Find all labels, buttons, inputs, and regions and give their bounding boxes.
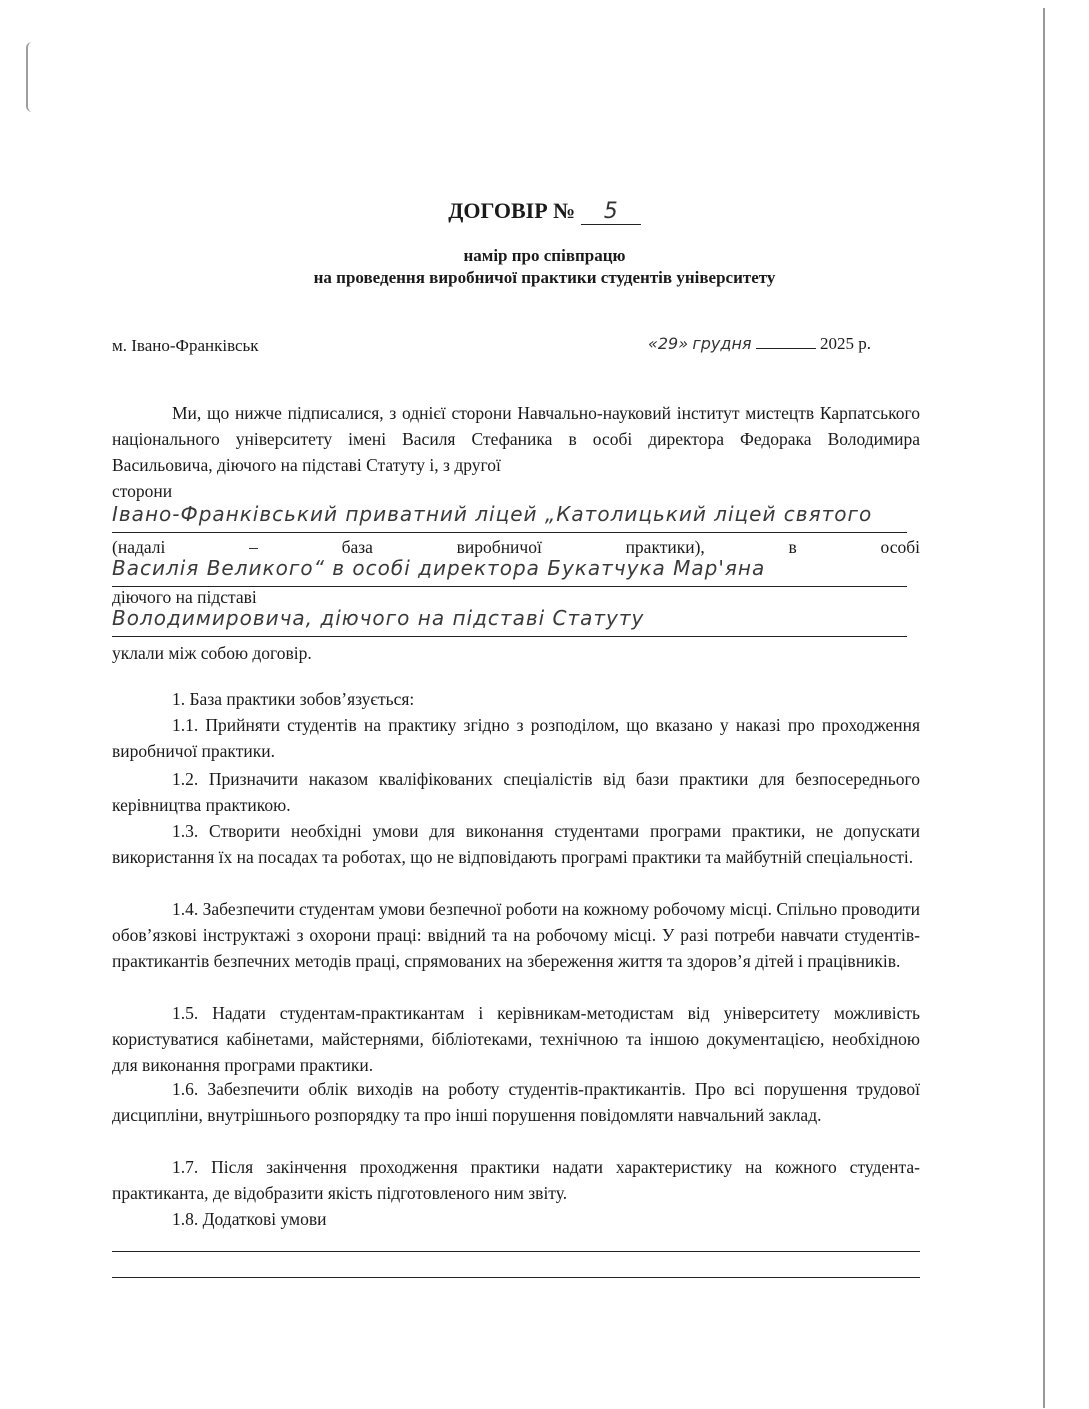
city: м. Івано-Франківськ [112, 336, 259, 355]
date-day: «29» [648, 334, 689, 353]
intro-side: сторони [112, 481, 173, 501]
item-1-1: 1.1. Прийняти студентів на практику згідно з розподілом, що вказано у наказі про проходження виробничої практики. [112, 715, 920, 761]
subtitle-1: намір про співпрацю [463, 246, 626, 265]
item-1-7: 1.7. Після закінчення проходження практики надати характеристику на кожного студента-практиканта, де відобразити якість підготовленого ним звіту. [112, 1157, 920, 1203]
acting-label: діючого на підставі [112, 587, 257, 607]
item-1-4: 1.4. Забезпечити студентам умови безпечної роботи на кожному робочому місці. Спільно проводити обов’язкові інструктажі з охорони праці: ввідний та на робочому місці. У разі потреби навчати студентів-практикантів безпечних методів праці, спрямованих на збереження життя та здоров’я дітей і працівників. [112, 899, 920, 971]
blank-line-2 [112, 1277, 920, 1278]
item-1-2: 1.2. Призначити наказом кваліфікованих спеціалістів від бази практики для безпосереднього керівництва практикою. [112, 769, 920, 815]
date-month: грудня [692, 334, 752, 353]
item-1-3: 1.3. Створити необхідні умови для виконання студентами програми практики, не допускати використання їх на посадах та роботах, що не відповідають програмі практики та майбутній спеціальності. [112, 821, 920, 867]
intro-paragraph: Ми, що нижче підписалися, з однієї сторони Навчально-науковий інститут мистецтв Карпатського національного університету імені Василя Стефаника в особі директора Федорака Володимира Васильовича, діючого на підставі Статуту і, з другої [112, 403, 920, 475]
handwritten-line-2: Василія Великого“ в особі директора Букатчука Мар'яна [112, 556, 907, 587]
section-heading: 1. База практики зобов’язується: [172, 689, 415, 709]
item-1-8: 1.8. Додаткові умови [172, 1209, 327, 1229]
document-title [0, 198, 1089, 225]
date [648, 334, 871, 354]
base-line: (надалі – база виробничої практики), в особі [112, 537, 920, 557]
blank-line-1 [112, 1251, 920, 1252]
date-line [756, 348, 816, 349]
handwritten-line-3: Володимировича, діючого на підставі Статуту [112, 606, 907, 637]
handwritten-line-1: Івано-Франківський приватний ліцей „Католицький ліцей святого [112, 502, 907, 533]
date-year: 2025 р. [820, 334, 872, 353]
item-1-5: 1.5. Надати студентам-практикантам і керівникам-методистам від університету можливість користуватися кабінетами, майстернями, бібліотеками, технічною та іншою документацією, необхідною для виконання програми практики. [112, 1003, 920, 1075]
item-1-6: 1.6. Забезпечити облік виходів на роботу студентів-практикантів. Про всі порушення трудової дисципліни, внутрішнього розпорядку та про інші порушення повідомляти навчальний заклад. [112, 1079, 920, 1125]
contract-number: 5 [581, 199, 641, 225]
scan-mark [26, 42, 38, 112]
concluded-text: уклали між собою договір. [112, 643, 312, 663]
title-text: ДОГОВІР № [448, 198, 576, 223]
subtitle-2: на проведення виробничої практики студентів університету [313, 268, 776, 287]
